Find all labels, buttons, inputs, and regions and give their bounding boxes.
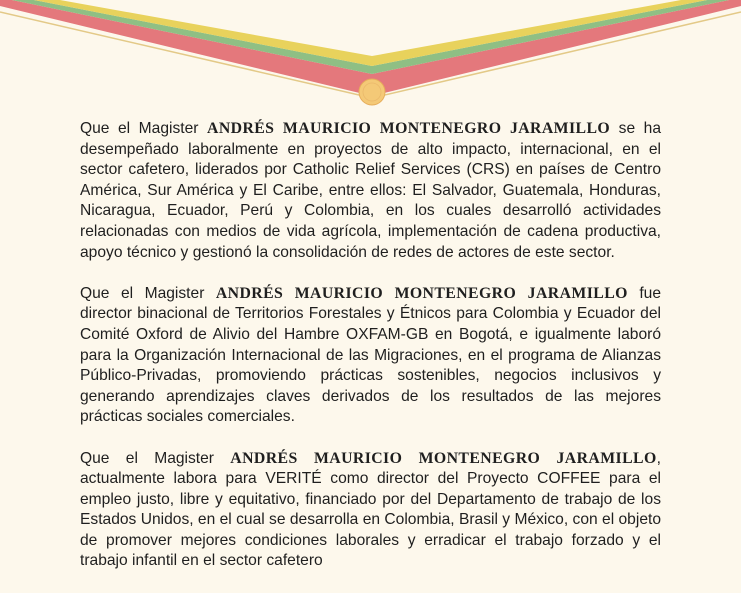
person-name: ANDRÉS MAURICIO MONTENEGRO JARAMILLO (230, 449, 657, 467)
person-name: ANDRÉS MAURICIO MONTENEGRO JARAMILLO (215, 284, 628, 302)
paragraph-prefix: Que el Magister (80, 449, 231, 467)
ribbon-medal-ornament (0, 0, 741, 110)
paragraph-prefix: Que el Magister (80, 284, 216, 302)
paragraph-verite (80, 449, 661, 573)
paragraph-text: , actualmente labora para VERITÉ como director del Proyecto COFFEE para el empleo justo, libre y equitativo, financiado por del Departamento de trabajo de los Estados Unidos, en el cual se desarrolla en Colombia, Brasil y México, con el objeto de promover mejores condiciones laborales y erradicar el trabajo forzado y el trabajo infantil en el sector cafetero (80, 449, 661, 570)
document-body (80, 119, 661, 593)
paragraph-prefix: Que el Magister (80, 120, 208, 137)
paragraph-text: se ha desempeñado laboralmente en proyectos de alto impacto, internacional, en el sector cafetero, liderados por Catholic Relief Services (CRS) en países de Centro América, Sur América y El Caribe, entre ellos: El Salvador, Guatemala, Honduras, Nicaragua, Ecuador, Perú y Colombia, en los cuales desarrolló actividades relacionadas con medios de vida agrícola, implementación de cadena productiva, apoyo técnico y gestionó la consolidación de redes de actores de este sector. (80, 120, 661, 261)
person-name: ANDRÉS MAURICIO MONTENEGRO JARAMILLO (207, 120, 611, 137)
paragraph-crs (80, 119, 661, 263)
paragraph-text: fue director binacional de Territorios Forestales y Étnicos para Colombia y Ecuador del Comité Oxford de Alivio del Hambre OXFAM-GB en Bogotá, e igualmente laboró para la Organización Internacional de las Migraciones, en el programa de Alianzas Público-Privadas, promoviendo prácticas sostenibles, negocios inclusivos y generando aprendizajes claves derivados de los resultados de las mejores prácticas sociales comerciales. (80, 284, 661, 426)
paragraph-oxfam (80, 284, 661, 428)
